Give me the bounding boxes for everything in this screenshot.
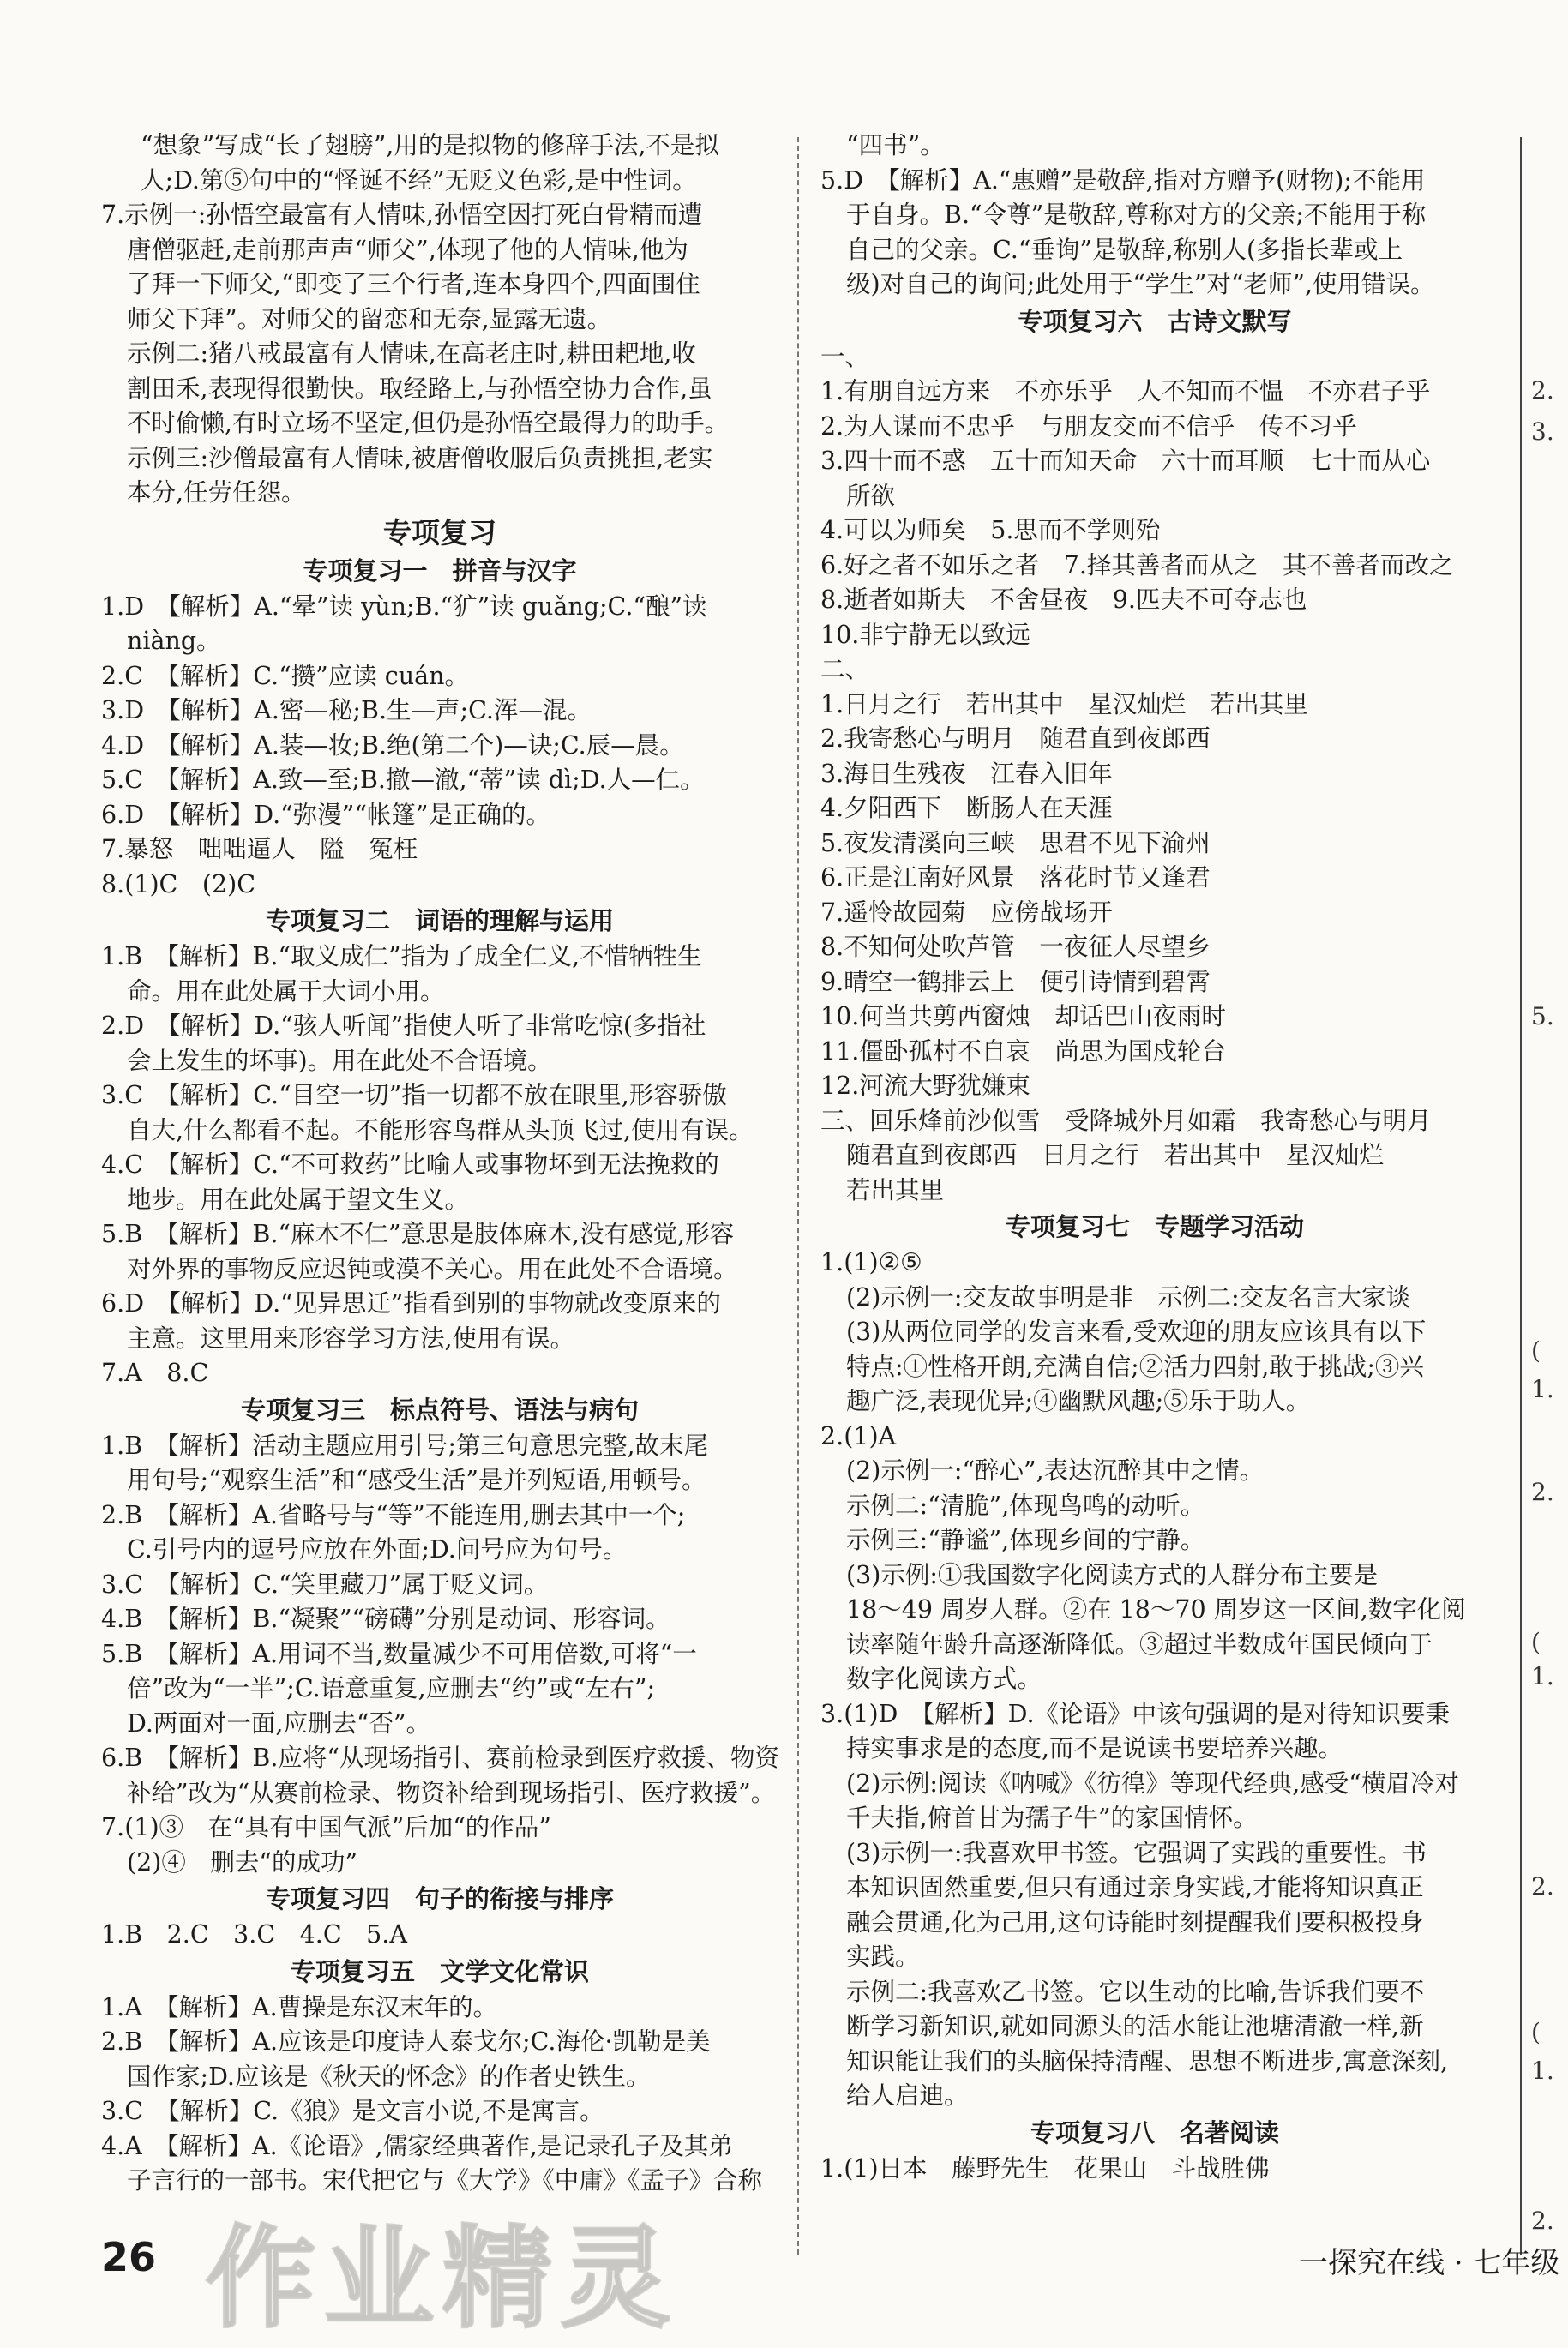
answer-line: 千夫指,俯首甘为孺子牛”的家国情怀。 — [846, 1804, 1258, 1832]
answer-line: 2.B 【解析】A.应该是印度诗人泰戈尔;C.海伦·凯勒是美 — [101, 2027, 711, 2056]
answer-line: 4.C 【解析】C.“不可救药”比喻人或事物坏到无法挽救的 — [101, 1150, 719, 1179]
answer-line: 6.D 【解析】D.“弥漫”“帐篷”是正确的。 — [101, 800, 550, 829]
answer-line: 1.日月之行 若出其中 星汉灿烂 若出其里 — [820, 689, 1308, 718]
answer-line: 7.(1)③ 在“具有中国气派”后加“的作品” — [101, 1813, 551, 1841]
answer-line: 实践。 — [846, 1943, 920, 1971]
answer-line: 8.逝者如斯夫 不舍昼夜 9.匹夫不可夺志也 — [820, 585, 1307, 614]
answer-line: 了拜一下师父,“即变了三个行者,连本身四个,四面围住 — [127, 270, 700, 298]
answer-line: 1.(1)日本 藤野先生 花果山 斗战胜佛 — [820, 2153, 1270, 2183]
answer-line: 持实事求是的态度,而不是说读书要培养兴趣。 — [846, 1734, 1343, 1763]
answer-line: 5.夜发清溪向三峡 思君不见下渝州 — [820, 828, 1211, 857]
answer-line: 用句号;“观察生活”和“感受生活”是并列短语,用顿号。 — [127, 1466, 706, 1494]
answer-line: 3.C 【解析】C.“目空一切”指一切都不放在眼里,形容骄傲 — [101, 1081, 727, 1109]
subsection-title: 专项复习一 拼音与汉字 — [303, 555, 577, 585]
section-title: 专项复习 — [383, 515, 496, 549]
subsection-title: 专项复习三 标点符号、语法与病句 — [240, 1395, 639, 1425]
answer-line: (2)④ 删去“的成功” — [127, 1847, 358, 1877]
answer-line: 于自身。B.“令尊”是敬辞,尊称对方的父亲;不能用于称 — [846, 201, 1427, 229]
answer-line: (3)从两位同学的发言来看,受欢迎的朋友应该具有以下 — [846, 1318, 1427, 1346]
answer-line: 5.C 【解析】A.致—至;B.撤—澈,“蒂”读 dì;D.人—仁。 — [101, 766, 705, 794]
answer-line: 4.可以为师矣 5.思而不学则殆 — [820, 516, 1161, 544]
answer-line: 数字化阅读方式。 — [846, 1665, 1042, 1693]
subsection-title: 专项复习六 古诗文默写 — [1018, 306, 1292, 336]
answer-line: 二、 — [820, 655, 870, 683]
answer-line: 5.D 【解析】A.“惠赠”是敬辞,指对方赠予(财物);不能用 — [820, 165, 1426, 195]
edge-fragment: 1. — [1531, 1375, 1554, 1403]
answer-line: 8.不知何处吹芦管 一夜征人尽望乡 — [820, 933, 1211, 961]
answer-line: 子言行的一部书。宋代把它与《大学》《中庸》《孟子》合称 — [127, 2166, 763, 2195]
answer-line: 7.示例一:孙悟空最富有人情味,孙悟空因打死白骨精而遭 — [101, 201, 703, 229]
answer-line: 自己的父亲。C.“垂询”是敬辞,称别人(多指长辈或上 — [846, 235, 1403, 264]
answer-line: (3)示例:①我国数字化阅读方式的人群分布主要是 — [846, 1560, 1378, 1589]
edge-fragment: 2. — [1531, 1478, 1554, 1506]
answer-line: 4.B 【解析】B.“凝聚”“磅礴”分别是动词、形容词。 — [101, 1605, 670, 1633]
answer-line: 7.A 8.C — [101, 1359, 209, 1387]
answer-line: 10.非宁静无以致远 — [820, 620, 1030, 649]
answer-line: 级)对自己的询问;此处用于“学生”对“老师”,使用错误。 — [846, 270, 1435, 298]
answer-line: 2.为人谋而不忠乎 与朋友交而不信乎 传不习乎 — [820, 411, 1357, 441]
answer-line: 示例二:我喜欢乙书签。它以生动的比喻,告诉我们要不 — [846, 1977, 1425, 2006]
answer-line: 一、 — [820, 342, 870, 371]
answer-line: 示例二:猪八戒最富有人情味,在高老庄时,耕田耙地,收 — [127, 339, 696, 368]
answer-line: 3.C 【解析】C.“笑里藏刀”属于贬义词。 — [101, 1570, 549, 1599]
page-edge-line — [1520, 137, 1522, 2255]
answer-line: 示例三:沙僧最富有人情味,被唐僧收服后负责挑担,老实 — [127, 443, 713, 472]
answer-line: 1.B 【解析】B.“取义成仁”指为了成全仁义,不惜牺牲生 — [101, 942, 702, 970]
answer-line: 特点:①性格开朗,充满自信;②活力四射,敢于挑战;③兴 — [846, 1352, 1424, 1381]
answer-line: 11.僵卧孤村不自哀 尚思为国戍轮台 — [820, 1036, 1226, 1066]
column-divider — [797, 137, 799, 2255]
answer-line: D.两面对一面,应删去“否”。 — [127, 1708, 431, 1738]
subsection-title: 专项复习七 专题学习活动 — [1005, 1212, 1304, 1241]
edge-fragment: 2. — [1531, 376, 1554, 405]
answer-line: 人;D.第⑤句中的“怪诞不经”无贬义色彩,是中性词。 — [141, 165, 697, 195]
answer-line: 1.B 【解析】活动主题应用引号;第三句意思完整,故末尾 — [101, 1431, 709, 1460]
answer-line: 10.何当共剪西窗烛 却话巴山夜雨时 — [820, 1002, 1226, 1030]
edge-fragment: ( — [1531, 2018, 1541, 2046]
answer-line: 8.(1)C (2)C — [101, 869, 256, 898]
edge-fragment: 2. — [1531, 2207, 1554, 2235]
answer-line: 割田禾,表现得很勤快。取经路上,与孙悟空协力合作,虽 — [127, 374, 712, 403]
answer-line: 自大,什么都看不起。不能形容鸟群从头顶飞过,使用有误。 — [127, 1115, 754, 1144]
answer-line: (2)示例一:交友故事明是非 示例二:交友名言大家谈 — [846, 1282, 1411, 1312]
answer-line: 1.B 2.C 3.C 4.C 5.A — [101, 1920, 407, 1949]
answer-line: 所欲 — [846, 481, 896, 510]
answer-line: “四书”。 — [846, 131, 945, 159]
answer-line: 给人启迪。 — [846, 2081, 969, 2110]
answer-line: 1.A 【解析】A.曹操是东汉末年的。 — [101, 1992, 498, 2021]
answer-line: 5.B 【解析】B.“麻木不仁”意思是肢体麻木,没有感觉,形容 — [101, 1220, 735, 1248]
answer-line: 示例二:“清脆”,体现鸟鸣的动听。 — [846, 1491, 1205, 1520]
answer-line: 补给”改为“从赛前检录、物资补给到现场指引、医疗救援”。 — [127, 1778, 776, 1807]
answer-line: 6.D 【解析】D.“见异思迁”指看到别的事物就改变原来的 — [101, 1289, 721, 1318]
answer-line: 国作家;D.应该是《秋天的怀念》的作者史铁生。 — [127, 2062, 651, 2091]
answer-line: 本知识固然重要,但只有通过亲身实践,才能将知识真正 — [846, 1873, 1424, 1901]
answer-line: (2)示例:阅读《呐喊》《彷徨》等现代经典,感受“横眉冷对 — [846, 1769, 1459, 1798]
answer-line: 1.(1)②⑤ — [820, 1248, 922, 1276]
answer-line: 师父下拜”。对师父的留恋和无奈,显露无遗。 — [127, 304, 612, 333]
edge-fragment: 1. — [1531, 2057, 1554, 2085]
answer-line: 1.有朋自远方来 不亦乐乎 人不知而不愠 不亦君子乎 — [820, 377, 1431, 405]
page-number: 26 — [101, 2234, 157, 2280]
subsection-title: 专项复习五 文学文化常识 — [290, 1956, 589, 1986]
answer-line: 9.晴空一鹤排云上 便引诗情到碧霄 — [820, 967, 1211, 996]
edge-fragment: 5. — [1531, 1002, 1554, 1030]
answer-line: 若出其里 — [846, 1175, 945, 1204]
answer-line: 7.暴怒 咄咄逼人 隘 冤枉 — [101, 835, 418, 863]
answer-line: (2)示例一:“醉心”,表达沉醉其中之情。 — [846, 1456, 1265, 1485]
answer-line: 3.C 【解析】C.《狼》是文言小说,不是寓言。 — [101, 2097, 604, 2125]
answer-line: 3.D 【解析】A.密—秘;B.生—声;C.浑—混。 — [101, 696, 592, 724]
answer-line: 7.遥怜故园菊 应傍战场开 — [820, 898, 1113, 927]
answer-line: 地步。用在此处属于望文生义。 — [127, 1185, 470, 1214]
answer-line: 示例三:“静谧”,体现乡间的宁静。 — [846, 1526, 1205, 1554]
answer-line: 会上发生的坏事)。用在此处不合语境。 — [127, 1046, 552, 1075]
edge-fragment: ( — [1531, 1336, 1541, 1365]
subsection-title: 专项复习二 词语的理解与运用 — [265, 906, 614, 935]
answer-line: 随君直到夜郎西 日月之行 若出其中 星汉灿烂 — [846, 1141, 1385, 1169]
answer-line: 趣广泛,表现优异;④幽默风趣;⑤乐于助人。 — [846, 1387, 1311, 1415]
answer-line: 不时偷懒,有时立场不坚定,但仍是孙悟空最得力的助手。 — [127, 409, 730, 437]
answer-line: 对外界的事物反应迟钝或漠不关心。用在此处不合语境。 — [127, 1254, 738, 1283]
answer-line: 18～49 周岁人群。②在 18～70 周岁这一区间,数字化阅 — [846, 1595, 1466, 1624]
answer-line: (3)示例一:我喜欢甲书签。它强调了实践的重要性。书 — [846, 1838, 1427, 1867]
answer-line: 3.(1)D 【解析】D.《论语》中该句强调的是对待知识要秉 — [820, 1699, 1451, 1728]
answer-line: 1.D 【解析】A.“晕”读 yùn;B.“犷”读 guǎng;C.“酿”读 — [101, 592, 707, 621]
answer-line: 读率随年龄升高逐渐降低。③超过半数成年国民倾向于 — [846, 1630, 1433, 1659]
answer-line: 6.正是江南好风景 落花时节又逢君 — [820, 863, 1211, 892]
answer-line: 本分,任劳任怨。 — [127, 478, 306, 507]
answer-line: niàng。 — [127, 627, 221, 655]
answer-line: 融会贯通,化为己用,这句诗能时刻提醒我们要积极投身 — [846, 1907, 1424, 1937]
next-page-edge — [1531, 0, 1568, 2318]
answer-line: 2.(1)A — [820, 1421, 897, 1450]
answer-line: 唐僧驱赶,走前那声声“师父”,体现了他的人情味,他为 — [127, 235, 688, 264]
answer-line: 12.河流大野犹嫌束 — [820, 1072, 1030, 1100]
answer-line: 知识能让我们的头脑保持清醒、思想不断进步,寓意深刻, — [846, 2046, 1449, 2075]
answer-line: 命。用在此处属于大词小用。 — [127, 976, 445, 1006]
answer-line: 4.A 【解析】A.《论语》,儒家经典著作,是记录孔子及其弟 — [101, 2131, 733, 2160]
subsection-title: 专项复习四 句子的衔接与排序 — [265, 1884, 614, 1913]
answer-line: 倍”改为“一半”;C.语意重复,应删去“约”或“左右”; — [127, 1674, 656, 1702]
footer-title: 一探究在线 · 七年级 — [1299, 2246, 1560, 2280]
answer-line: 3.海日生残夜 江春入旧年 — [820, 759, 1113, 788]
answer-line: 4.D 【解析】A.装—妆;B.绝(第二个)—诀;C.辰—晨。 — [101, 730, 684, 760]
answer-line: 6.好之者不如乐之者 7.择其善者而从之 其不善者而改之 — [820, 550, 1454, 579]
edge-fragment: 1. — [1531, 1662, 1554, 1690]
answer-line: “想象”写成“长了翅膀”,用的是拟物的修辞手法,不是拟 — [141, 131, 719, 159]
answer-line: 三、回乐烽前沙似雪 受降城外月如霜 我寄愁心与明月 — [820, 1106, 1432, 1135]
answer-line: 3.四十而不惑 五十而知天命 六十而耳顺 七十而从心 — [820, 447, 1431, 475]
left-column — [101, 129, 778, 2199]
right-column — [820, 129, 1489, 2186]
watermark: 作业精灵 — [206, 2215, 680, 2343]
answer-line: 断学习新知识,就如同源头的活水能让池塘清澈一样,新 — [846, 2012, 1424, 2040]
subsection-title: 专项复习八 名著阅读 — [1030, 2117, 1279, 2147]
edge-fragment: 2. — [1531, 1872, 1554, 1901]
answer-line: 2.B 【解析】A.省略号与“等”不能连用,删去其中一个; — [101, 1500, 686, 1529]
edge-fragment: 3. — [1531, 417, 1554, 446]
answer-line: 2.D 【解析】D.“骇人听闻”指使人听了非常吃惊(多指社 — [101, 1012, 706, 1040]
answer-line: 2.我寄愁心与明月 随君直到夜郎西 — [820, 724, 1211, 753]
edge-fragment: ( — [1531, 1628, 1541, 1656]
answer-line: 6.B 【解析】B.应将“从现场指引、赛前检录到医疗救援、物资 — [101, 1744, 779, 1772]
answer-line: C.引号内的逗号应放在外面;D.问号应为句号。 — [127, 1535, 628, 1564]
answer-line: 4.夕阳西下 断肠人在天涯 — [820, 794, 1113, 822]
answer-line: 2.C 【解析】C.“攒”应读 cuán。 — [101, 661, 469, 690]
answer-line: 主意。这里用来形容学习方法,使用有误。 — [127, 1324, 575, 1353]
answer-line: 5.B 【解析】A.用词不当,数量减少不可用倍数,可将“一 — [101, 1639, 697, 1668]
